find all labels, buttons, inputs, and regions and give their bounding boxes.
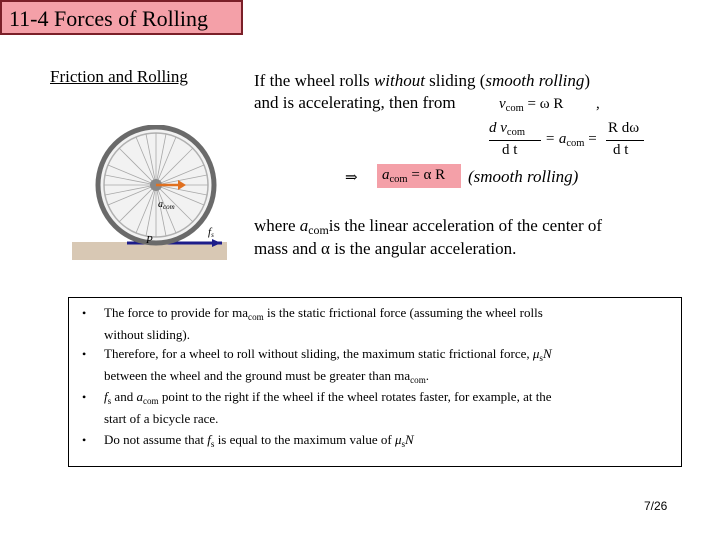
acom-label: $a_{com}$ — [158, 199, 175, 211]
deriv-middle: = $a_{com}$ = — [545, 131, 597, 149]
equation-vcom: $v_{com} = \omega$ R — [499, 96, 564, 114]
deriv-rhs-numerator: R dω — [608, 120, 640, 136]
where-line-2: mass and α is the angular acceleration. — [254, 239, 517, 258]
boxed-equation: $a_{com} = \alpha$ R — [382, 167, 446, 185]
equation-comma: , — [596, 96, 600, 112]
rolling-wheel-figure — [72, 125, 227, 260]
deriv-lhs-numerator: d $v_{com}$ — [489, 120, 525, 138]
fs-label: fs — [208, 226, 214, 239]
fraction-bar — [606, 140, 644, 141]
intro-line-1: If the wheel rolls without sliding (smooth rolling) — [254, 71, 591, 90]
where-line-1: where $a_{com}is$ the linear acceleration of the center of — [254, 216, 603, 237]
title-banner — [0, 0, 243, 35]
contact-point-label: P — [146, 234, 153, 246]
implies-arrow: ⇒ — [345, 170, 358, 186]
slide-number: 7/26 — [644, 499, 668, 513]
slide-title: 11-4 Forces of Rolling — [9, 6, 208, 31]
intro-line-2: and is accelerating, then from — [254, 93, 456, 112]
fraction-bar — [489, 140, 541, 141]
deriv-lhs-denominator: d t — [502, 142, 518, 158]
deriv-rhs-denominator: d t — [613, 142, 629, 158]
section-subtitle: Friction and Rolling — [50, 67, 188, 86]
smooth-rolling-note: (smooth rolling) — [468, 167, 579, 186]
bullet-box: • The force to provide for $ma_{com}$ is the static frictional force (assuming the wheel rolls without sliding). • Therefore, for a wheel to roll without sliding, the maximum static frictional force, $\mu_sN$ between the wheel and the ground must be greater than $ma_{com}$. • $f_s$ and $a_{com}$ point to the right if the wheel if the wheel rotates faster, for example, at the start of a bicycle race. • Do not assume that $f_s$ is equal to the maximum value of $\mu_sN$ — [68, 297, 682, 467]
